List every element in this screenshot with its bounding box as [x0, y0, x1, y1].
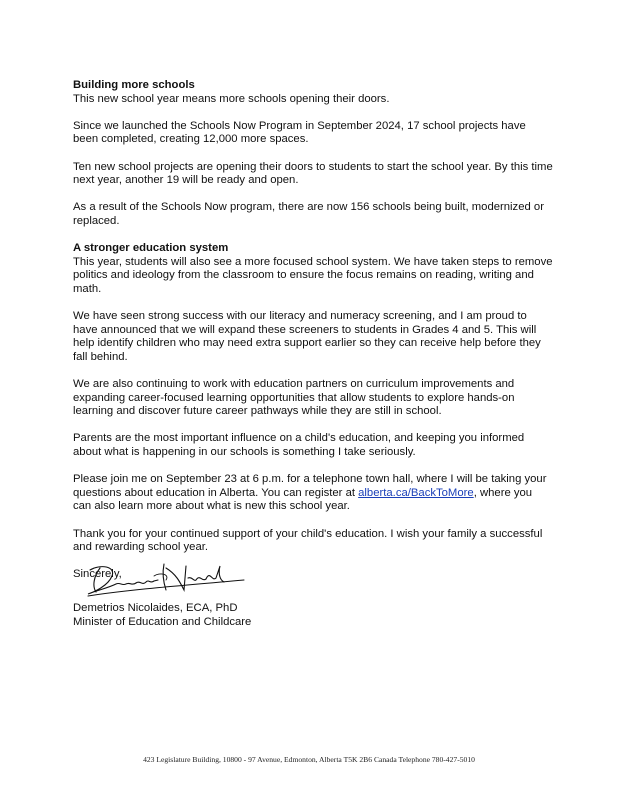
townhall-text-after: , where you can also learn more about what is new this school year. — [73, 486, 533, 513]
section-heading-stronger-system: A stronger education system — [73, 242, 229, 255]
townhall-paragraph — [73, 473, 553, 514]
signatory-name: Demetrios Nicolaides, ECA, PhD — [73, 602, 238, 614]
paragraph: This new school year means more schools opening their doors. — [73, 92, 390, 105]
paragraph: This year, students will also see a more focused school system. We have taken steps to remove politics and ideology from the classroom to ensure the focus remains on reading, writing and math. — [73, 255, 553, 295]
closing-sincerely: Sincerely, — [73, 568, 122, 581]
paragraph: We have seen strong success with our literacy and numeracy screening, and I am proud to have announced that we will expand these screeners to students in Grades 4 and 5. This will help identify children who may need extra support earlier so they can receive help before they fall behind. — [73, 310, 541, 363]
paragraph: As a result of the Schools Now program, there are now 156 schools being built, modernized or replaced. — [73, 201, 544, 227]
paragraph: Ten new school projects are opening their doors to students to start the school year. By this time next year, another 19 will be ready and open. — [73, 160, 553, 187]
footer-address: 423 Legislature Building, 10800 - 97 Avenue, Edmonton, Alberta T5K 2B6 Canada Telephone 780-427-5010 — [143, 755, 475, 764]
paragraph: Since we launched the Schools Now Program in September 2024, 17 school projects have been completed, creating 12,000 more spaces. — [73, 119, 526, 146]
townhall-text-before: Please join me on September 23 at 6 p.m. for a telephone town hall, where I will be taking your questions about education in Alberta. You can register at — [73, 473, 547, 499]
letter-body — [73, 79, 553, 582]
section-heading-building-schools: Building more schools — [73, 79, 195, 91]
paragraph: We are also continuing to work with education partners on curriculum improvements and expanding career-focused learning opportunities that allow students to explore hands-on learning and discover future career pathways while they are still in school. — [73, 378, 515, 418]
register-link[interactable]: alberta.ca/BackToMore — [358, 486, 474, 499]
paragraph: Parents are the most important influence on a child's education, and keeping you informed about what is happening in our schools is something I take seriously. — [73, 432, 525, 459]
signatory-title: Minister of Education and Childcare — [73, 616, 252, 628]
signature-image — [86, 560, 246, 602]
paragraph: Thank you for your continued support of your child's education. I wish your family a successful and rewarding school year. — [73, 527, 543, 554]
